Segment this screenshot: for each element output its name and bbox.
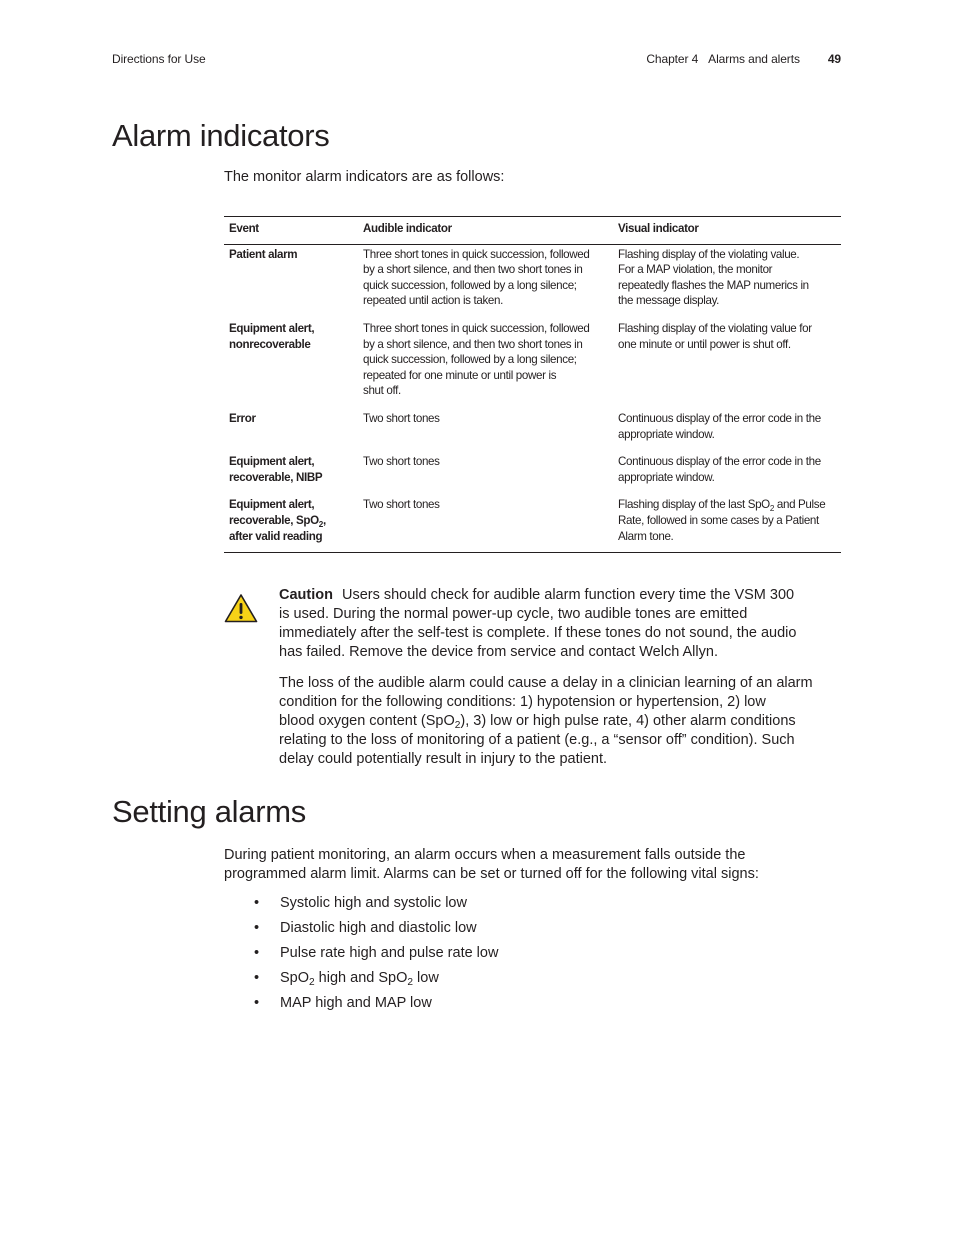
vital-signs-list xyxy=(224,893,498,1018)
caution-paragraph xyxy=(279,586,841,662)
page-number: 49 xyxy=(827,52,841,66)
alarm-indicators-table xyxy=(224,216,841,553)
caution-notice xyxy=(279,586,841,781)
cell-text: Rate, followed in some cases by a Patient xyxy=(618,513,819,527)
bullet: • xyxy=(254,995,260,1011)
cell-text: Flashing display of the violating value. xyxy=(618,247,800,261)
cell-text: Two short tones xyxy=(363,411,440,425)
section-heading-setting-alarms: Setting alarms xyxy=(112,794,306,829)
cell-text: Flashing display of the violating value for xyxy=(618,321,812,335)
running-header-right xyxy=(646,52,841,66)
cell-text: appropriate window. xyxy=(618,427,715,441)
cell-text: after valid reading xyxy=(229,529,323,543)
chapter-title: Alarms and alerts xyxy=(708,52,800,66)
cell-text: Two short tones xyxy=(363,455,440,469)
caution-loss-paragraph xyxy=(279,674,841,769)
list-item-text: Diastolic high and diastolic low xyxy=(280,920,477,936)
visual-cell xyxy=(613,495,841,552)
running-header-left: Directions for Use xyxy=(112,52,206,66)
visual-cell xyxy=(613,244,841,319)
section-heading-alarm-indicators: Alarm indicators xyxy=(112,118,330,153)
cell-text: Equipment alert, xyxy=(229,455,315,469)
bullet: • xyxy=(254,945,260,961)
cell-text: repeated until action is taken. xyxy=(363,294,503,308)
cell-text: repeatedly flashes the MAP numerics in xyxy=(618,278,809,292)
column-header-visual: Visual indicator xyxy=(613,217,841,245)
bullet: • xyxy=(254,895,260,911)
visual-cell xyxy=(613,452,841,495)
list-item-text: SpO$_2$ high and SpO$_2$ low xyxy=(280,970,439,988)
bullet: • xyxy=(254,920,260,936)
audible-cell xyxy=(358,244,613,319)
caution-text: blood oxygen content (SpO$_2$), 3) low or high pulse rate, 4) other alarm conditions xyxy=(279,713,796,731)
alarm-indicators-intro: The monitor alarm indicators are as follows: xyxy=(224,169,505,185)
event-cell xyxy=(224,495,358,552)
cell-text: shut off. xyxy=(363,384,401,398)
list-item xyxy=(224,918,498,943)
caution-label: Caution xyxy=(279,587,333,603)
list-item xyxy=(224,893,498,918)
cell-text: Flashing display of the last SpO$_2$ and Pulse xyxy=(618,498,826,514)
cell-text: quick succession, followed by a long silence; xyxy=(363,353,577,367)
table-row xyxy=(224,319,841,409)
audible-cell xyxy=(358,319,613,409)
cell-text: nonrecoverable xyxy=(229,337,311,351)
event-cell xyxy=(224,409,358,452)
list-item xyxy=(224,993,498,1018)
cell-text: one minute or until power is shut off. xyxy=(618,337,791,351)
caution-text: delay could potentially result in injury to the patient. xyxy=(279,751,608,767)
caution-text: condition for the following conditions: 1) hypotension or hypertension, 2) low xyxy=(279,694,766,710)
cell-text: appropriate window. xyxy=(618,470,715,484)
cell-text: by a short silence, and then two short tones in xyxy=(363,337,583,351)
chapter-number: Chapter 4 xyxy=(646,52,699,66)
paragraph-line: During patient monitoring, an alarm occurs when a measurement falls outside the xyxy=(224,847,746,863)
table-row xyxy=(224,409,841,452)
cell-text: Error xyxy=(229,411,256,425)
caution-text: has failed. Remove the device from service and contact Welch Allyn. xyxy=(279,644,718,660)
list-item-text: MAP high and MAP low xyxy=(280,995,432,1011)
cell-text: Alarm tone. xyxy=(618,529,674,543)
audible-cell xyxy=(358,452,613,495)
column-header-event: Event xyxy=(224,217,358,245)
table-row xyxy=(224,495,841,552)
list-item-text: Systolic high and systolic low xyxy=(280,895,467,911)
cell-text: For a MAP violation, the monitor xyxy=(618,263,773,277)
setting-alarms-paragraph xyxy=(224,846,844,883)
audible-cell xyxy=(358,409,613,452)
caution-text: The loss of the audible alarm could cause a delay in a clinician learning of an alarm xyxy=(279,675,813,691)
cell-text: recoverable, NIBP xyxy=(229,470,323,484)
caution-text: relating to the loss of monitoring of a patient (e.g., a “sensor off” condition). Such xyxy=(279,732,795,748)
list-item-text: Pulse rate high and pulse rate low xyxy=(280,945,499,961)
event-cell xyxy=(224,319,358,409)
cell-text: by a short silence, and then two short tones in xyxy=(363,263,583,277)
table-row xyxy=(224,244,841,319)
list-item xyxy=(224,943,498,968)
caution-text: immediately after the self-test is complete. If these tones do not sound, the audio xyxy=(279,625,797,641)
cell-text: Two short tones xyxy=(363,498,440,512)
table-header-row xyxy=(224,217,841,245)
cell-text: quick succession, followed by a long silence; xyxy=(363,278,577,292)
cell-text: recoverable, SpO$_2$, xyxy=(229,513,326,529)
cell-text: repeated for one minute or until power is xyxy=(363,368,557,382)
column-header-audible: Audible indicator xyxy=(358,217,613,245)
cell-text: Continuous display of the error code in the xyxy=(618,455,821,469)
caution-text: is used. During the normal power-up cycle, two audible tones are emitted xyxy=(279,606,748,622)
caution-warning-icon xyxy=(224,593,258,623)
table-row xyxy=(224,452,841,495)
visual-cell xyxy=(613,319,841,409)
visual-cell xyxy=(613,409,841,452)
audible-cell xyxy=(358,495,613,552)
cell-text: Three short tones in quick succession, followed xyxy=(363,247,590,261)
caution-text: Users should check for audible alarm function every time the VSM 300 xyxy=(341,587,795,603)
cell-text: Patient alarm xyxy=(229,247,298,261)
cell-text: the message display. xyxy=(618,294,720,308)
event-cell xyxy=(224,244,358,319)
paragraph-line: programmed alarm limit. Alarms can be set or turned off for the following vital signs: xyxy=(224,865,759,882)
list-item xyxy=(224,968,498,993)
cell-text: Three short tones in quick succession, followed xyxy=(363,321,590,335)
event-cell xyxy=(224,452,358,495)
cell-text: Equipment alert, xyxy=(229,321,315,335)
cell-text: Continuous display of the error code in the xyxy=(618,411,821,425)
cell-text: Equipment alert, xyxy=(229,498,315,512)
bullet: • xyxy=(254,970,260,986)
